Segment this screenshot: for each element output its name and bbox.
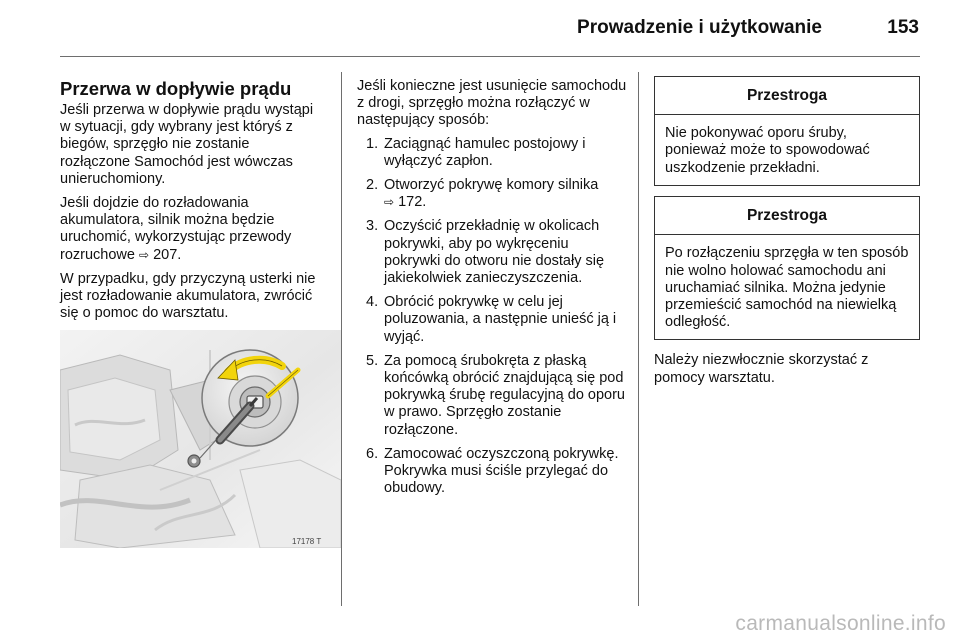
caution-box-1 xyxy=(654,76,920,186)
step-item: 5. Za pomocą śrubokręta z płaską końcówką obrócić znajdującą się pod pokrywką śrubę regulacyjną do oporu w prawo. Sprzęgło zostanie rozłączone. xyxy=(366,352,625,438)
page-reference[interactable]: 207. xyxy=(153,246,182,263)
caution-text: Po rozłączeniu sprzęgła w ten sposób nie wolno holować samochodu ani uruchamiać silnika. Można jedynie przemieścić samochód na niewielką odległość. xyxy=(665,245,909,331)
column-divider-right xyxy=(638,72,639,606)
section-title: Przerwa w dopływie prądu xyxy=(60,78,292,99)
figure-code: 17178 T xyxy=(292,537,322,546)
procedure-intro: Jeśli konieczne jest usunięcie samochodu z drogi, sprzęgło można rozłączyć w następujący sposób: xyxy=(357,78,627,129)
column-divider-left xyxy=(341,72,342,606)
right-column xyxy=(654,76,920,394)
page-header-title: Prowadzenie i użytkowanie xyxy=(577,17,822,38)
caution-box-2 xyxy=(654,196,920,340)
step-item: 1. Zaciągnąć hamulec postojowy i wyłączyć zapłon. xyxy=(366,135,586,169)
paragraph-3: W przypadku, gdy przyczyną usterki nie jest rozładowanie akumulatora, zwrócić się o pomoc do warsztatu. xyxy=(60,270,316,322)
middle-column xyxy=(357,78,627,504)
page-number: 153 xyxy=(887,17,919,38)
step-item: 2. Otworzyć pokrywę komory silnika ⇨ 172. xyxy=(366,177,599,211)
caution-text: Nie pokonywać oporu śruby, ponieważ może to spowodować uszkodzenie przekładni. xyxy=(665,125,870,176)
step-item: 6. Zamocować oczyszczoną pokrywkę. Pokrywka musi ściśle przylegać do obudowy. xyxy=(366,445,619,497)
header-divider xyxy=(60,56,920,57)
caution-title: Przestroga xyxy=(655,197,919,235)
procedure-steps xyxy=(357,136,627,498)
closing-note: Należy niezwłocznie skorzystać z pomocy warsztatu. xyxy=(654,352,869,386)
engine-bay-illustration xyxy=(60,330,341,548)
caution-title: Przestroga xyxy=(655,77,919,115)
paragraph-1: Jeśli przerwa w dopływie prądu wystąpi w sytuacji, gdy wybrany jest któryś z biegów, sprzęgło nie zostanie rozłączone Samochód jest wówczas unieruchomiony. xyxy=(60,102,314,187)
watermark: carmanualsonline.info xyxy=(735,612,946,635)
page-reference-icon: ⇨ xyxy=(384,195,395,210)
page-reference[interactable]: 172. xyxy=(398,194,427,211)
step-item: 3. Oczyścić przekładnię w okolicach pokrywki, aby po wykręceniu pokrywki do otworu nie dostały się jakiekolwiek zanieczyszczenia. xyxy=(366,218,605,287)
step-item: 4. Obrócić pokrywkę w celu jej poluzowania, a następnie unieść ją i wyjąć. xyxy=(366,294,617,345)
paragraph-2: Jeśli dojdzie do rozładowania akumulatora, silnik można będzie uruchomić, wykorzystując przewody rozruchowe ⇨ 207. xyxy=(60,195,292,263)
page-reference-icon: ⇨ xyxy=(138,247,150,262)
left-column xyxy=(60,78,322,329)
